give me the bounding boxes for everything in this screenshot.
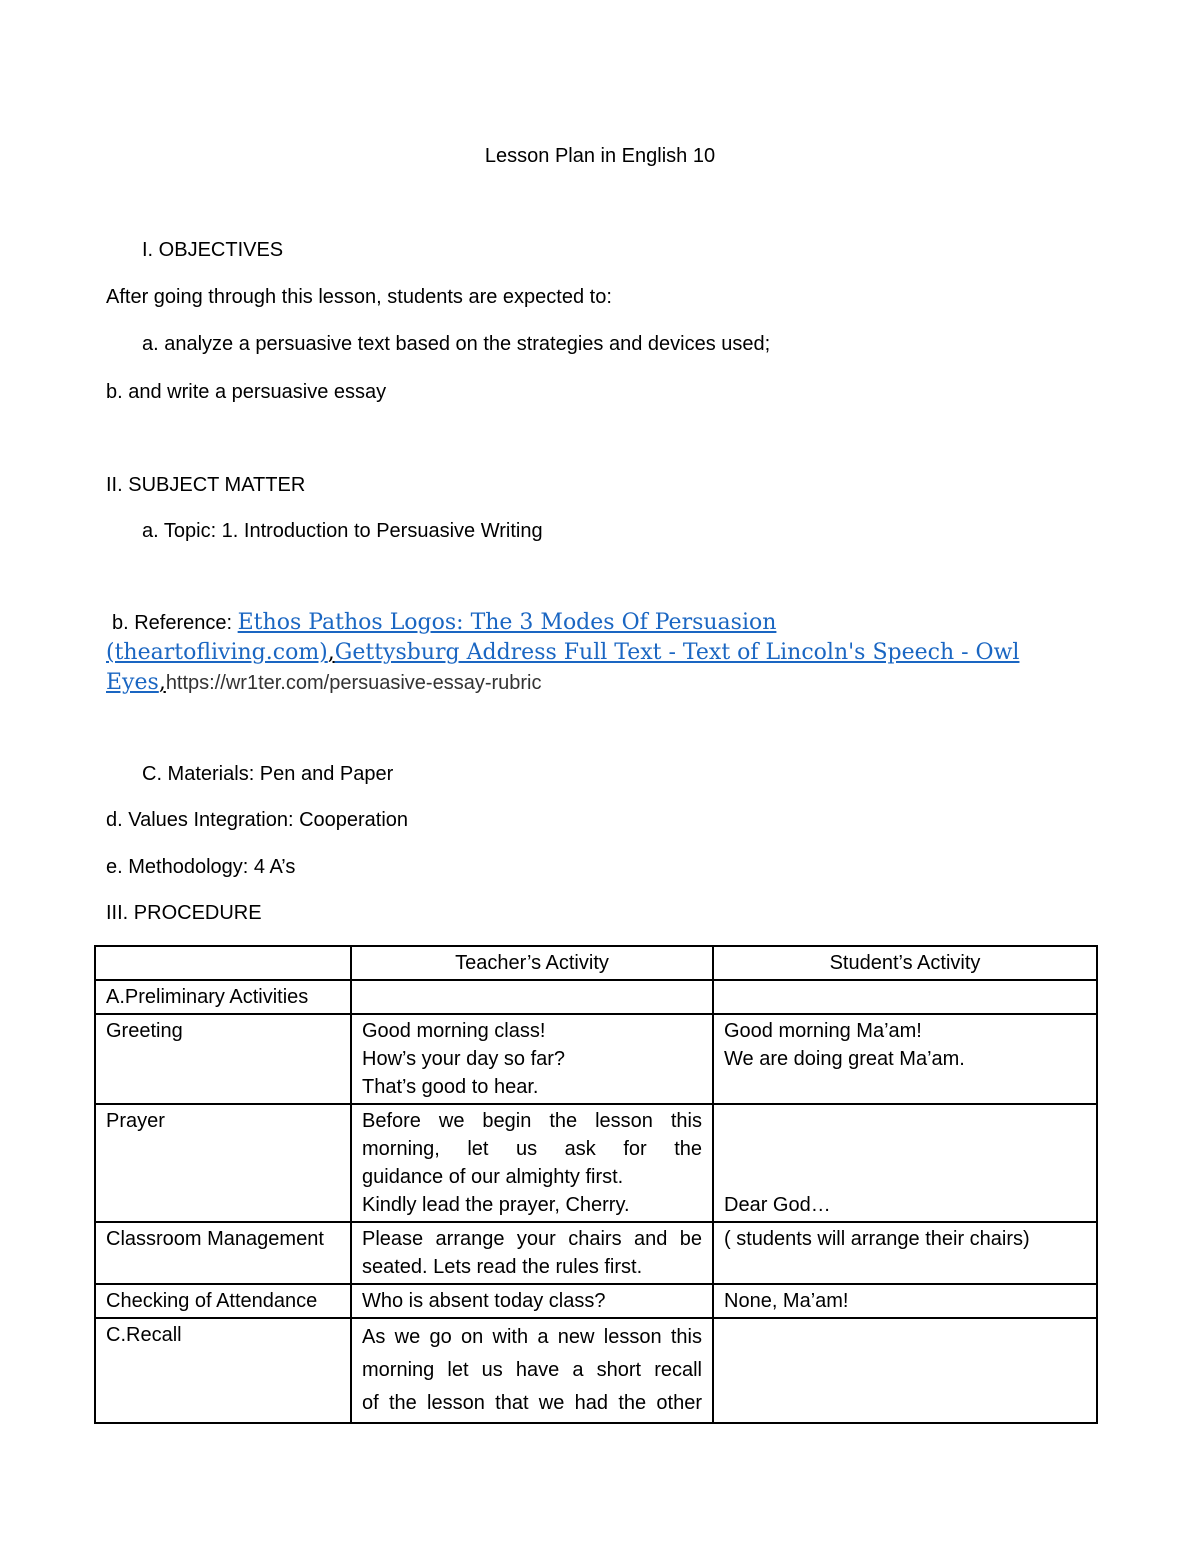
- objective-item-a: a. analyze a persuasive text based on the strategies and devices used;: [142, 333, 771, 355]
- reference-link-gettysburg-address[interactable]: Gettysburg Address Full Text - Text of Lincoln's Speech - Owl Eyes: [106, 640, 1020, 695]
- reference-block: [106, 608, 1096, 698]
- teacher-line: How’s your day so far?: [362, 1048, 566, 1070]
- student-line: We are doing great Ma’am.: [724, 1048, 965, 1070]
- table-row: [95, 1014, 1097, 1104]
- column-header-teacher: Teacher’s Activity: [351, 946, 713, 980]
- topic-line: a. Topic: 1. Introduction to Persuasive Writing: [142, 520, 543, 542]
- row-label: C.Recall: [95, 1318, 351, 1423]
- teacher-line: Please arrange your chairs and be: [362, 1228, 702, 1250]
- row-label: Checking of Attendance: [95, 1284, 351, 1318]
- student-line: [724, 1163, 1086, 1191]
- values-integration-line: d. Values Integration: Cooperation: [106, 809, 409, 831]
- teacher-line: Who is absent today class?: [362, 1290, 606, 1312]
- student-activity-cell: [713, 1222, 1097, 1284]
- objectives-heading: I. OBJECTIVES: [142, 239, 284, 261]
- row-label: Prayer: [95, 1104, 351, 1222]
- row-label: Classroom Management: [95, 1222, 351, 1284]
- teacher-activity-cell: [351, 1104, 713, 1222]
- reference-separator: ,: [327, 640, 335, 665]
- teacher-line: of the lesson that we had the other: [362, 1392, 702, 1414]
- methodology-line: e. Methodology: 4 A’s: [106, 856, 296, 878]
- materials-line: C. Materials: Pen and Paper: [142, 763, 394, 785]
- student-line: Good morning Ma’am!: [724, 1020, 922, 1042]
- teacher-activity-cell: [351, 1222, 713, 1284]
- teacher-line: morning let us have a short recall: [362, 1359, 702, 1381]
- student-activity-cell: [713, 1104, 1097, 1222]
- teacher-line: morning, let us ask for the: [362, 1138, 702, 1160]
- student-activity-cell: [713, 1284, 1097, 1318]
- teacher-activity-cell: [351, 1014, 713, 1104]
- teacher-line: guidance of our almighty first.: [362, 1166, 624, 1188]
- teacher-activity-cell: [351, 1284, 713, 1318]
- table-row: [95, 980, 1097, 1014]
- table-row: [95, 1222, 1097, 1284]
- procedure-heading: III. PROCEDURE: [106, 902, 262, 924]
- column-header-stage: [95, 946, 351, 980]
- objective-item-b: b. and write a persuasive essay: [106, 381, 387, 403]
- table-row: [95, 1318, 1097, 1423]
- objectives-intro: After going through this lesson, students are expected to:: [106, 286, 612, 308]
- teacher-line: Good morning class!: [362, 1020, 546, 1042]
- reference-separator-2: ,: [158, 670, 166, 695]
- table-header-row: [95, 946, 1097, 980]
- student-line: None, Ma’am!: [724, 1290, 849, 1312]
- teacher-activity-cell: [351, 1318, 713, 1423]
- table-row: [95, 1104, 1097, 1222]
- student-line: ( students will arrange their chairs): [724, 1228, 1030, 1250]
- student-activity-cell: [713, 1014, 1097, 1104]
- subject-matter-heading: II. SUBJECT MATTER: [106, 474, 306, 496]
- row-label: A.Preliminary Activities: [95, 980, 351, 1014]
- row-label: Greeting: [95, 1014, 351, 1104]
- student-line: Dear God…: [724, 1194, 831, 1216]
- teacher-line: That’s good to hear.: [362, 1076, 539, 1098]
- reference-link-ethos-pathos-logos[interactable]: Ethos Pathos Logos: The 3 Modes Of Persuasion (theartofliving.com): [106, 610, 777, 665]
- teacher-activity-cell: [351, 980, 713, 1014]
- table-row: [95, 1284, 1097, 1318]
- student-line: [724, 1107, 1086, 1135]
- reference-url-rubric: https://wr1ter.com/persuasive-essay-rubric: [165, 672, 542, 694]
- student-activity-cell: [713, 1318, 1097, 1423]
- student-line: [724, 1135, 1086, 1163]
- column-header-student: Student’s Activity: [713, 946, 1097, 980]
- student-activity-cell: [713, 980, 1097, 1014]
- page-title: Lesson Plan in English 10: [484, 145, 716, 167]
- teacher-line: As we go on with a new lesson this: [362, 1326, 702, 1348]
- teacher-line: Kindly lead the prayer, Cherry.: [362, 1194, 630, 1216]
- teacher-line: seated. Lets read the rules first.: [362, 1256, 643, 1278]
- teacher-line: Before we begin the lesson this: [362, 1110, 702, 1132]
- reference-label: b. Reference:: [112, 612, 238, 634]
- procedure-table: [94, 945, 1098, 1424]
